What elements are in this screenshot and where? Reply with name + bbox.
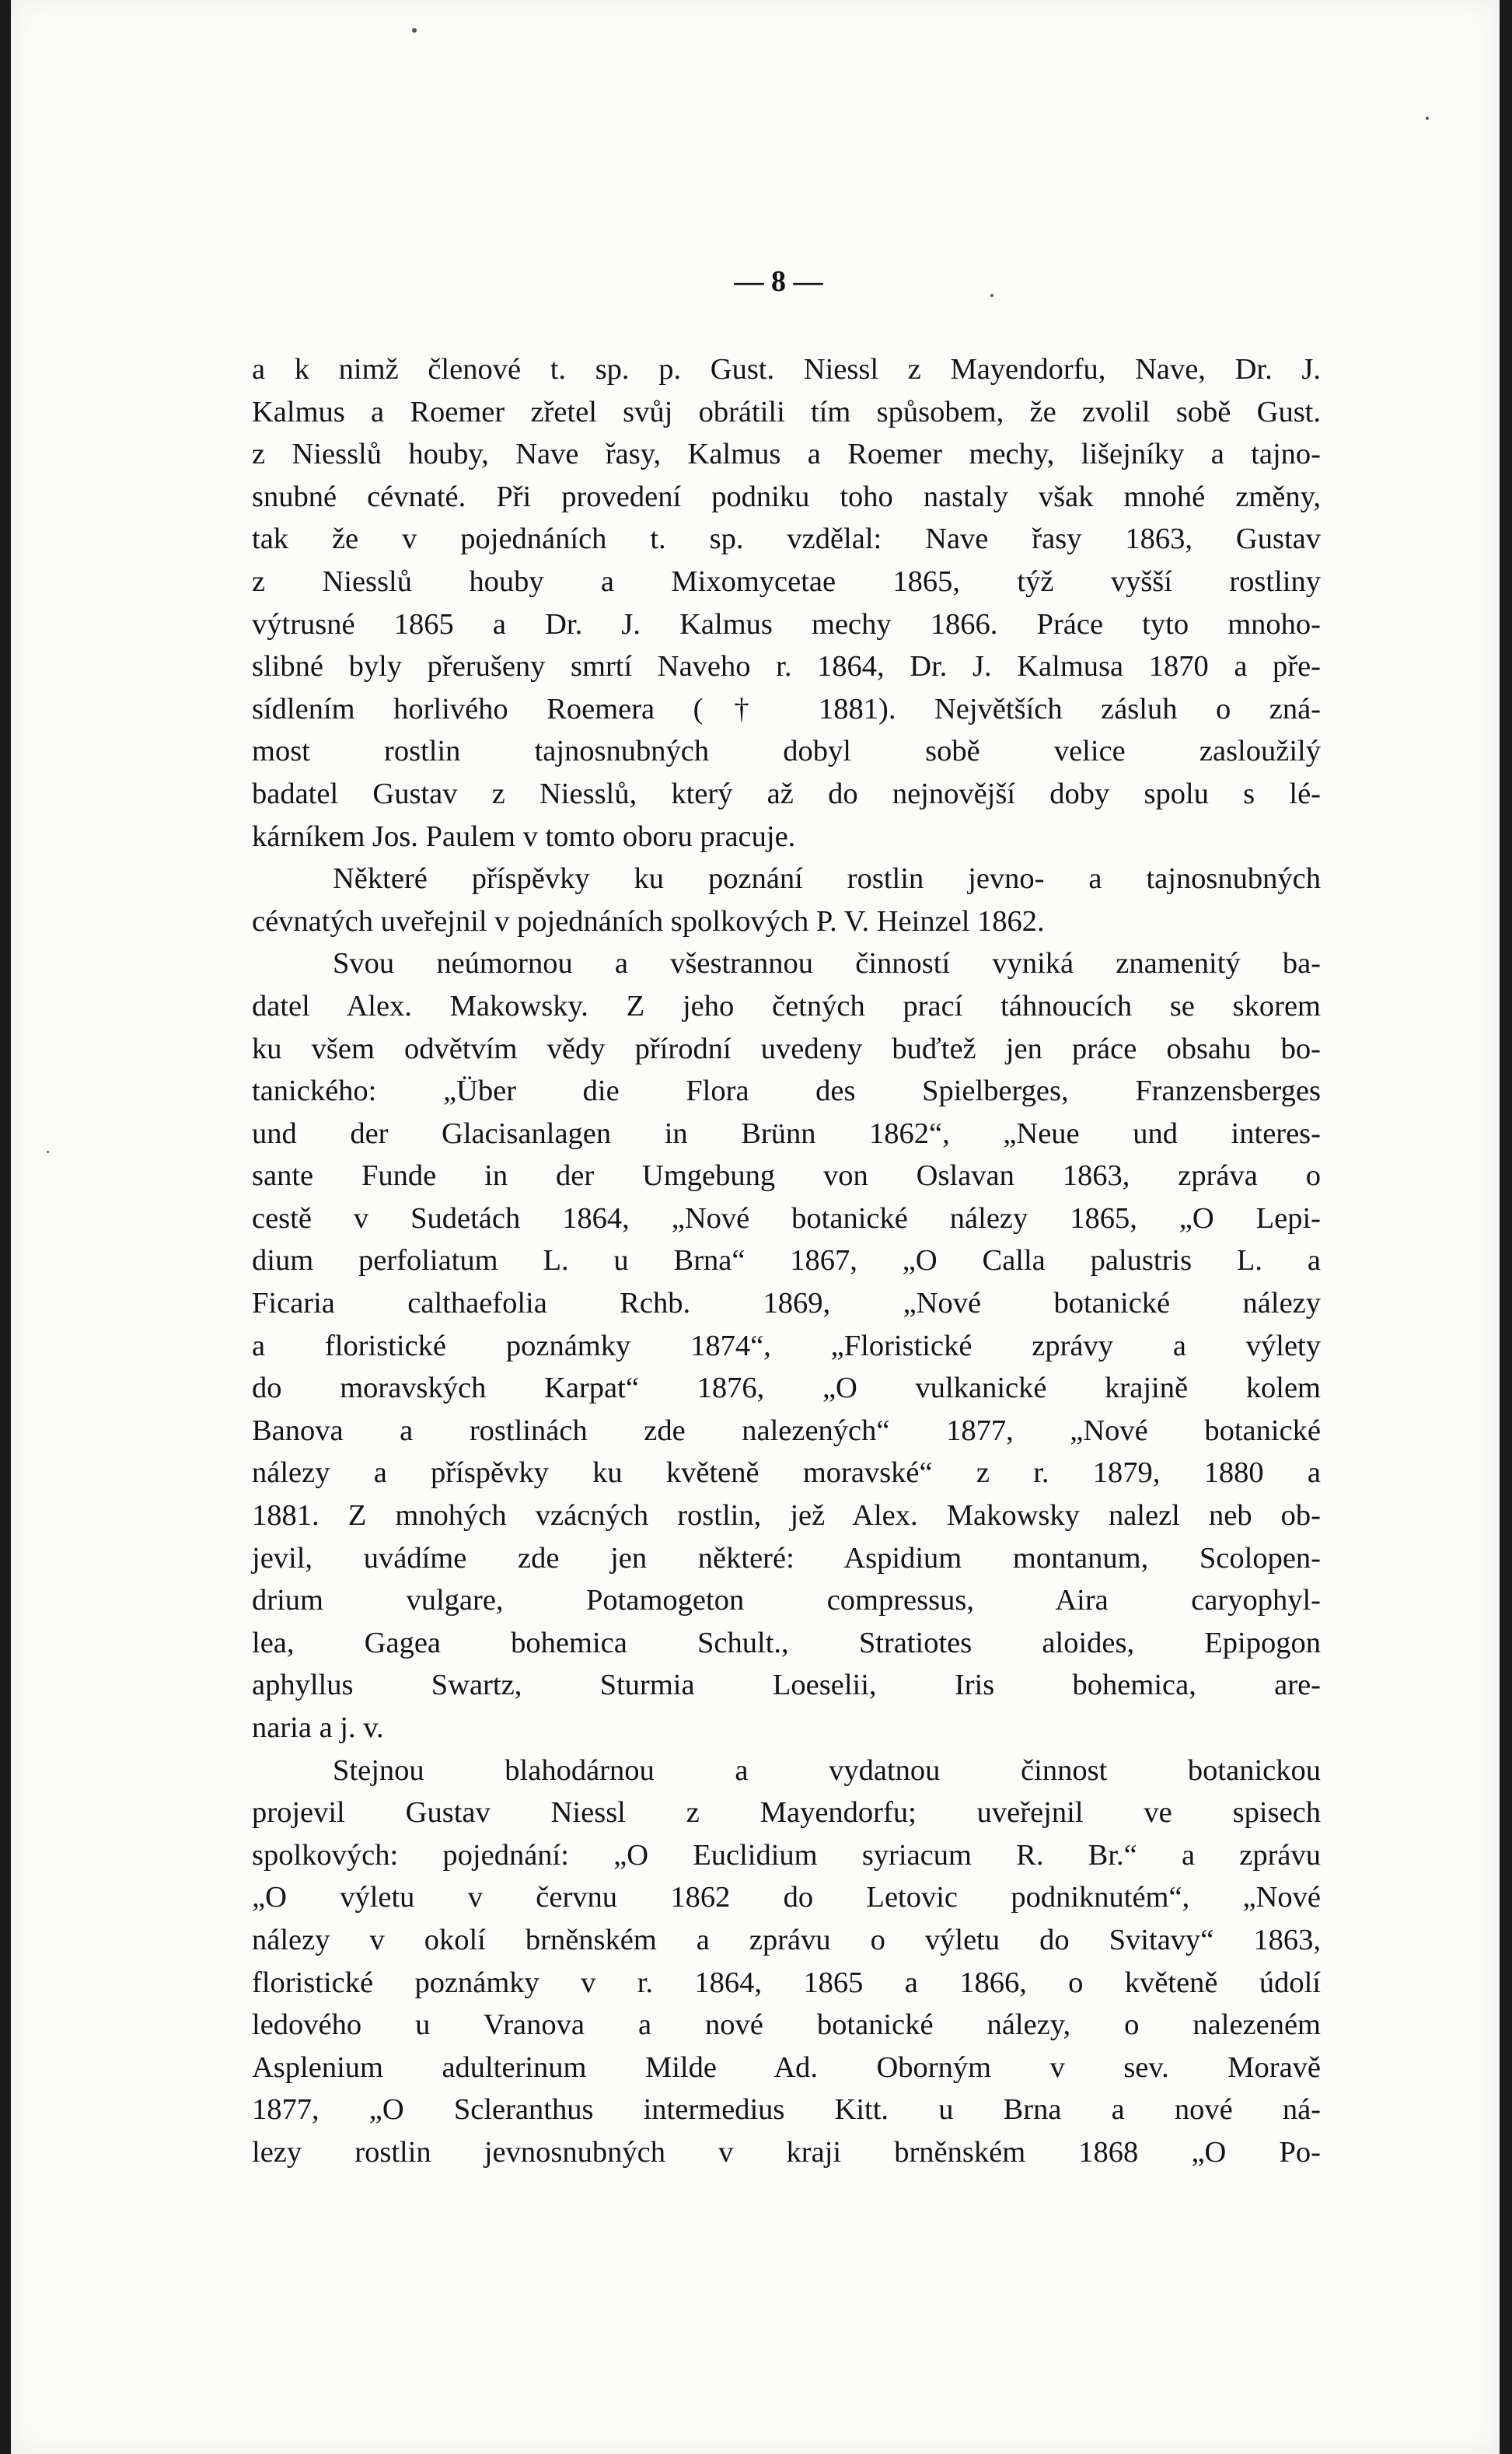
text-line: dium perfoliatum L. u Brna“ 1867, „O Calla palustris L. a — [252, 1244, 1321, 1278]
text-line: ku všem odvětvím vědy přírodní uvedeny buďtež jen práce obsahu bo- — [252, 1032, 1321, 1065]
text-line: lea, Gagea bohemica Schult., Stratiotes aloides, Epipogon — [252, 1626, 1321, 1659]
text-line: Banova a rostlinách zde nalezených“ 1877, „Nové botanické — [252, 1414, 1321, 1447]
text-line: do moravských Karpat“ 1876, „O vulkanické krajině kolem — [252, 1372, 1321, 1405]
page-number: — 8 — — [734, 265, 823, 298]
text-line: výtrusné 1865 a Dr. J. Kalmus mechy 1866. Práce tyto mnoho- — [252, 607, 1321, 641]
text-line: badatel Gustav z Niesslů, který až do nejnovější doby spolu s lé- — [252, 777, 1321, 810]
text-line: tak že v pojednáních t. sp. vzdělal: Nave řasy 1863, Gustav — [252, 523, 1321, 556]
text-line: lezy rostlin jevnosnubných v kraji brněnském 1868 „O Po- — [252, 2135, 1321, 2169]
text-line: Svou neúmornou a všestrannou činností vyniká znamenitý ba- — [333, 947, 1321, 981]
text-line: floristické poznámky v r. 1864, 1865 a 1866, o květeně údolí — [252, 1966, 1321, 1999]
text-line: aphyllus Swartz, Sturmia Loeselii, Iris bohemica, are- — [252, 1669, 1321, 1702]
text-line: cévnatých uveřejnil v pojednáních spolkových P. V. Heinzel 1862. — [252, 904, 1045, 938]
text-line: Kalmus a Roemer zřetel svůj obrátili tím spůsobem, že zvolil sobě Gust. — [252, 395, 1321, 428]
paper-speck — [412, 28, 417, 33]
text-line: nálezy v okolí brněnském a zprávu o výletu do Svitavy“ 1863, — [252, 1923, 1321, 1956]
paper-speck — [47, 1151, 49, 1153]
text-line: z Niesslů houby, Nave řasy, Kalmus a Roemer mechy, lišejníky a tajno- — [252, 438, 1321, 471]
text-line: kárníkem Jos. Paulem v tomto oboru pracuje. — [252, 820, 796, 853]
text-line: sídlením horlivého Roemera († 1881). Největších zásluh o zná- — [252, 692, 1321, 725]
text-line: datel Alex. Makowsky. Z jeho četných prací táhnoucích se skorem — [252, 989, 1321, 1022]
paper-speck — [1426, 117, 1429, 120]
text-line: nálezy a příspěvky ku květeně moravské“ z r. 1879, 1880 a — [252, 1456, 1321, 1490]
body-text — [252, 348, 1321, 2174]
text-line: und der Glacisanlagen in Brünn 1862“, „Neue und interes- — [252, 1117, 1321, 1150]
text-line: „O výletu v červnu 1862 do Letovic podniknutém“, „Nové — [252, 1881, 1321, 1914]
text-line: drium vulgare, Potamogeton compressus, Aira caryophyl- — [252, 1584, 1321, 1617]
text-line: sante Funde in der Umgebung von Oslavan 1863, zpráva o — [252, 1159, 1321, 1193]
text-line: tanického: „Über die Flora des Spielberges, Franzensberges — [252, 1075, 1321, 1108]
text-line: Některé příspěvky ku poznání rostlin jevno- a tajnosnubných — [333, 862, 1321, 896]
text-line: projevil Gustav Niessl z Mayendorfu; uveřejnil ve spisech — [252, 1796, 1321, 1830]
text-line: z Niesslů houby a Mixomycetae 1865, týž vyšší rostliny — [252, 565, 1321, 598]
text-line: slibné byly přerušeny smrtí Naveho r. 1864, Dr. J. Kalmusa 1870 a pře- — [252, 650, 1321, 683]
text-line: a k nimž členové t. sp. p. Gust. Niessl z Mayendorfu, Nave, Dr. J. — [252, 353, 1321, 386]
book-page — [11, 0, 1500, 2454]
text-line: ledového u Vranova a nové botanické nálezy, o nalezeném — [252, 2008, 1321, 2042]
text-line: a floristické poznámky 1874“, „Floristické zprávy a výlety — [252, 1329, 1321, 1362]
text-line: Asplenium adulterinum Milde Ad. Oborným v sev. Moravě — [252, 2050, 1321, 2084]
text-line: most rostlin tajnosnubných dobyl sobě velice zasloužilý — [252, 735, 1321, 768]
text-line: Stejnou blahodárnou a vydatnou činnost botanickou — [333, 1753, 1321, 1787]
text-line: cestě v Sudetách 1864, „Nové botanické nálezy 1865, „O Lepi- — [252, 1201, 1321, 1235]
text-line: snubné cévnaté. Při provedení podniku toho nastaly však mnohé změny, — [252, 480, 1321, 513]
text-line: naria a j. v. — [252, 1711, 384, 1744]
text-line: 1881. Z mnohých vzácných rostlin, jež Alex. Makowsky nalezl neb ob- — [252, 1499, 1321, 1533]
text-line: 1877, „O Scleranthus intermedius Kitt. u Brna a nové ná- — [252, 2093, 1321, 2127]
text-line: Ficaria calthaefolia Rchb. 1869, „Nové botanické nálezy — [252, 1287, 1321, 1320]
text-line: spolkových: pojednání: „O Euclidium syriacum R. Br.“ a zprávu — [252, 1838, 1321, 1872]
text-line: jevil, uvádíme zde jen některé: Aspidium montanum, Scolopen- — [252, 1541, 1321, 1575]
